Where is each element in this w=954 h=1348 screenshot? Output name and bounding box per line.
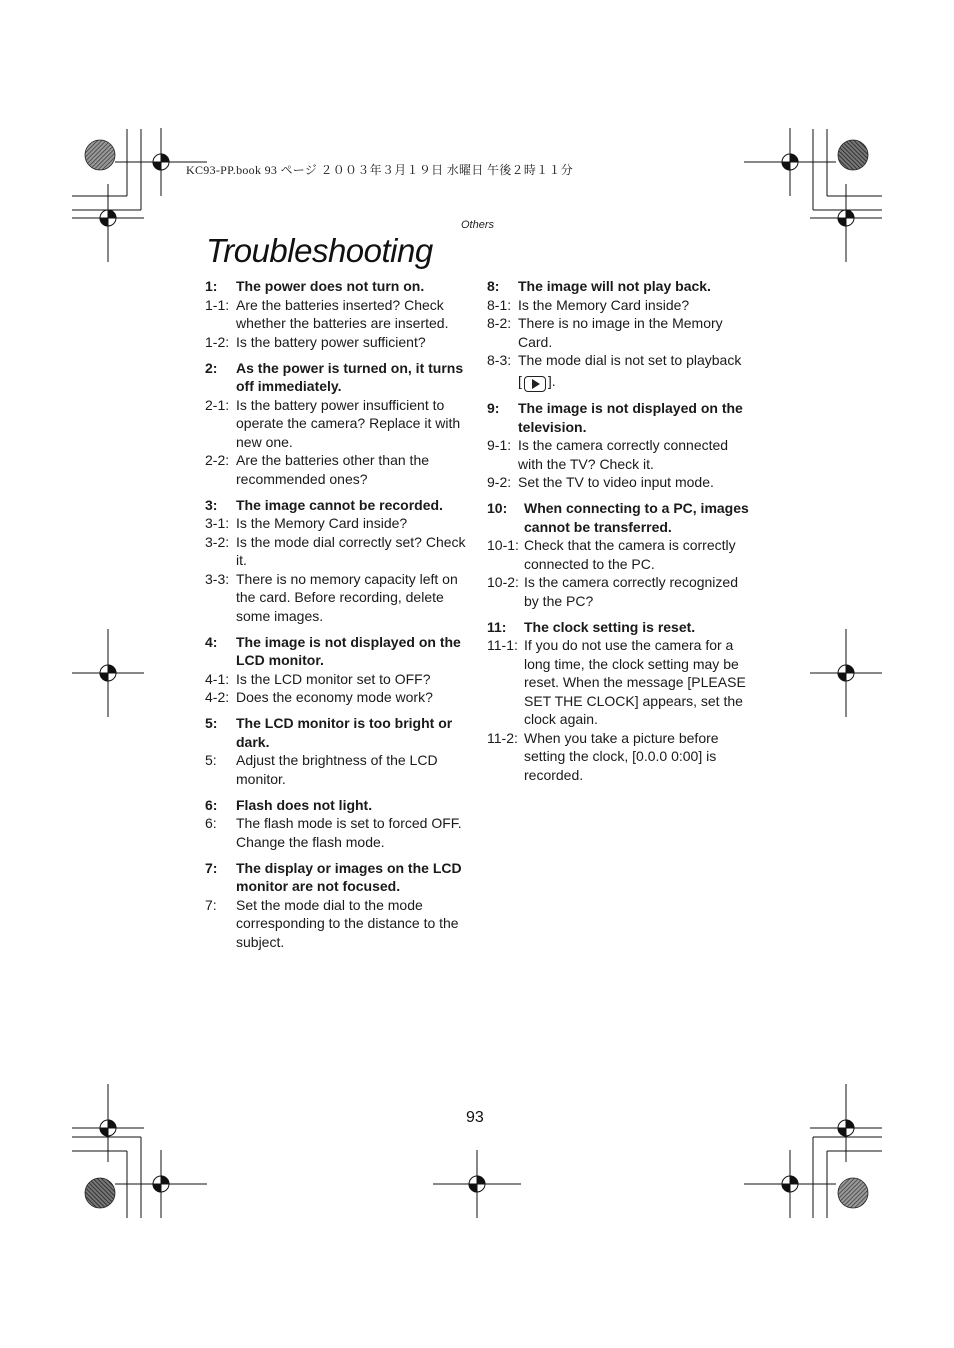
question-text: The LCD monitor is too bright or dark. bbox=[236, 715, 453, 750]
question-text: Flash does not light. bbox=[236, 796, 373, 813]
answer-line bbox=[205, 451, 467, 488]
answer-text-content: Is the mode dial correctly set? Check it. bbox=[236, 533, 466, 568]
troubleshooting-item bbox=[205, 714, 467, 788]
answer-line bbox=[487, 296, 749, 315]
answer-number: 9-1: bbox=[487, 437, 512, 453]
answer-text-content: Set the mode dial to the mode corresponding to the distance to the subject. bbox=[236, 896, 459, 950]
answer-text bbox=[236, 514, 467, 533]
answer-line bbox=[205, 533, 467, 570]
answer-text bbox=[236, 896, 467, 952]
answer-line bbox=[205, 814, 467, 851]
question-text: The image will not play back. bbox=[518, 278, 711, 294]
section-label: Others bbox=[461, 219, 495, 231]
answer-line bbox=[487, 729, 749, 785]
question bbox=[205, 859, 467, 896]
answer-number: 3-3: bbox=[205, 570, 230, 587]
answer-text bbox=[236, 751, 467, 788]
question-number: 7: bbox=[205, 859, 218, 876]
question-number: 11: bbox=[487, 618, 507, 635]
answer-number: 2-1: bbox=[205, 396, 230, 413]
question bbox=[205, 633, 467, 670]
answer-line bbox=[487, 573, 749, 610]
answer-text-content: Is the camera correctly connected with the TV? Check it. bbox=[518, 437, 729, 472]
question-text: The image cannot be recorded. bbox=[236, 496, 443, 513]
answer-text bbox=[236, 688, 467, 707]
answer-text bbox=[518, 314, 749, 351]
answer-text-content: If you do not use the camera for a long time, the clock setting may be reset. When the message [PLEASE SET THE CLOCK] appears, set the clock again. bbox=[524, 637, 746, 727]
question bbox=[205, 714, 467, 751]
answer-text bbox=[518, 296, 749, 315]
question bbox=[205, 796, 467, 815]
troubleshooting-item bbox=[487, 399, 749, 492]
answer-number: 3-2: bbox=[205, 533, 230, 550]
right-column bbox=[487, 277, 749, 792]
answer-number: 2-2: bbox=[205, 452, 230, 468]
answer-text-content: Is the battery power sufficient? bbox=[236, 333, 426, 350]
troubleshooting-item bbox=[487, 499, 749, 610]
answer-line bbox=[205, 670, 467, 689]
question-text: The image is not displayed on the television. bbox=[518, 400, 743, 435]
answer-number: 8-1: bbox=[487, 296, 512, 313]
answer-text bbox=[236, 296, 467, 333]
answer-text bbox=[518, 351, 749, 392]
answer-text bbox=[236, 396, 467, 452]
answer-text-content: Are the batteries other than the recommended ones? bbox=[236, 452, 430, 487]
page-title: Troubleshooting bbox=[206, 232, 433, 269]
answer-text-content: Is the battery power insufficient to operate the camera? Replace it with new one. bbox=[236, 396, 461, 450]
question bbox=[205, 359, 467, 396]
answer-line bbox=[205, 396, 467, 452]
answer-text-content: There is no image in the Memory Card. bbox=[518, 315, 723, 350]
question-number: 5: bbox=[205, 715, 218, 731]
question bbox=[205, 277, 467, 296]
answer-text bbox=[236, 670, 467, 689]
bracket-close: ]. bbox=[547, 372, 556, 389]
troubleshooting-item bbox=[205, 359, 467, 489]
answer-number: 4-1: bbox=[205, 670, 230, 687]
answer-text-content: The flash mode is set to forced OFF. Change the flash mode. bbox=[236, 815, 462, 850]
troubleshooting-item bbox=[487, 618, 749, 785]
answer-number: 10-2: bbox=[487, 574, 519, 590]
answer-text-content: Are the batteries inserted? Check whether the batteries are inserted. bbox=[236, 296, 449, 331]
answer-text-content: Check that the camera is correctly connected to the PC. bbox=[524, 537, 736, 572]
troubleshooting-item bbox=[205, 633, 467, 707]
question-text: The power does not turn on. bbox=[236, 278, 425, 294]
answer-number: 7: bbox=[205, 896, 217, 913]
answer-text-content: Is the camera correctly recognized by the PC? bbox=[524, 574, 738, 609]
answer-number: 8-2: bbox=[487, 315, 512, 331]
answer-number: 4-2: bbox=[205, 689, 230, 705]
question-number: 3: bbox=[205, 496, 218, 513]
playback-icon bbox=[524, 376, 546, 392]
question-number: 4: bbox=[205, 633, 218, 650]
troubleshooting-item bbox=[205, 496, 467, 626]
question bbox=[487, 618, 749, 637]
answer-text-content: Adjust the brightness of the LCD monitor. bbox=[236, 752, 438, 787]
answer-line bbox=[205, 570, 467, 626]
question-text: The display or images on the LCD monitor are not focused. bbox=[236, 859, 462, 894]
answer-line bbox=[487, 314, 749, 351]
question-number: 9: bbox=[487, 400, 500, 416]
answer-text bbox=[236, 570, 467, 626]
answer-number: 3-1: bbox=[205, 515, 230, 531]
question-text: The clock setting is reset. bbox=[524, 618, 696, 635]
answer-line bbox=[487, 473, 749, 492]
answer-text-content: There is no memory capacity left on the card. Before recording, delete some images. bbox=[236, 570, 458, 624]
answer-number: 11-1: bbox=[487, 637, 518, 653]
answer-number: 8-3: bbox=[487, 352, 512, 368]
question-number: 8: bbox=[487, 278, 500, 294]
answer-line bbox=[205, 688, 467, 707]
answer-line bbox=[205, 896, 467, 952]
answer-number: 5: bbox=[205, 752, 217, 768]
answer-line bbox=[205, 296, 467, 333]
answer-text bbox=[518, 473, 749, 492]
question bbox=[487, 399, 749, 436]
question-text: As the power is turned on, it turns off immediately. bbox=[236, 359, 464, 394]
answer-text bbox=[524, 536, 749, 573]
bracket-open: [ bbox=[518, 372, 522, 389]
question bbox=[487, 277, 749, 296]
troubleshooting-item bbox=[205, 796, 467, 852]
page-number: 93 bbox=[466, 1109, 484, 1126]
answer-text bbox=[524, 573, 749, 610]
answer-line bbox=[487, 636, 749, 729]
answer-line bbox=[487, 351, 749, 392]
answer-text bbox=[524, 636, 749, 729]
question-number: 1: bbox=[205, 278, 218, 294]
print-file-header: KC93-PP.book 93 ページ ２００３年３月１９日 水曜日 午後２時１１分 bbox=[186, 163, 574, 177]
answer-line bbox=[205, 751, 467, 788]
answer-line bbox=[487, 436, 749, 473]
answer-number: 10-1: bbox=[487, 537, 519, 553]
answer-number: 11-2: bbox=[487, 729, 518, 746]
answer-number: 1-2: bbox=[205, 333, 230, 350]
answer-line bbox=[487, 536, 749, 573]
answer-text bbox=[524, 729, 749, 785]
answer-text bbox=[236, 451, 467, 488]
answer-text-content: Is the LCD monitor set to OFF? bbox=[236, 670, 431, 687]
answer-text bbox=[518, 436, 749, 473]
answer-text bbox=[236, 333, 467, 352]
answer-line bbox=[205, 333, 467, 352]
question-text: When connecting to a PC, images cannot be transferred. bbox=[524, 500, 749, 535]
answer-text-content: Does the economy mode work? bbox=[236, 689, 433, 705]
answer-number: 9-2: bbox=[487, 474, 512, 490]
answer-text-content: Is the Memory Card inside? bbox=[518, 296, 690, 313]
answer-line bbox=[205, 514, 467, 533]
question-number: 10: bbox=[487, 500, 508, 516]
answer-text-content: Set the TV to video input mode. bbox=[518, 474, 714, 490]
answer-text bbox=[236, 814, 467, 851]
answer-text-content: When you take a picture before setting the clock, [0.0.0 0:00] is recorded. bbox=[524, 729, 719, 783]
left-column bbox=[205, 277, 467, 959]
question bbox=[205, 496, 467, 515]
answer-text bbox=[236, 533, 467, 570]
question-number: 2: bbox=[205, 359, 218, 376]
question-number: 6: bbox=[205, 796, 218, 813]
answer-text-content: The mode dial is not set to playback bbox=[518, 352, 742, 368]
answer-text-content: Is the Memory Card inside? bbox=[236, 515, 408, 531]
troubleshooting-item bbox=[205, 859, 467, 952]
answer-number: 6: bbox=[205, 815, 217, 831]
troubleshooting-item bbox=[487, 277, 749, 392]
troubleshooting-item bbox=[205, 277, 467, 351]
answer-number: 1-1: bbox=[205, 296, 230, 313]
question-text: The image is not displayed on the LCD monitor. bbox=[236, 633, 461, 668]
question bbox=[487, 499, 749, 536]
